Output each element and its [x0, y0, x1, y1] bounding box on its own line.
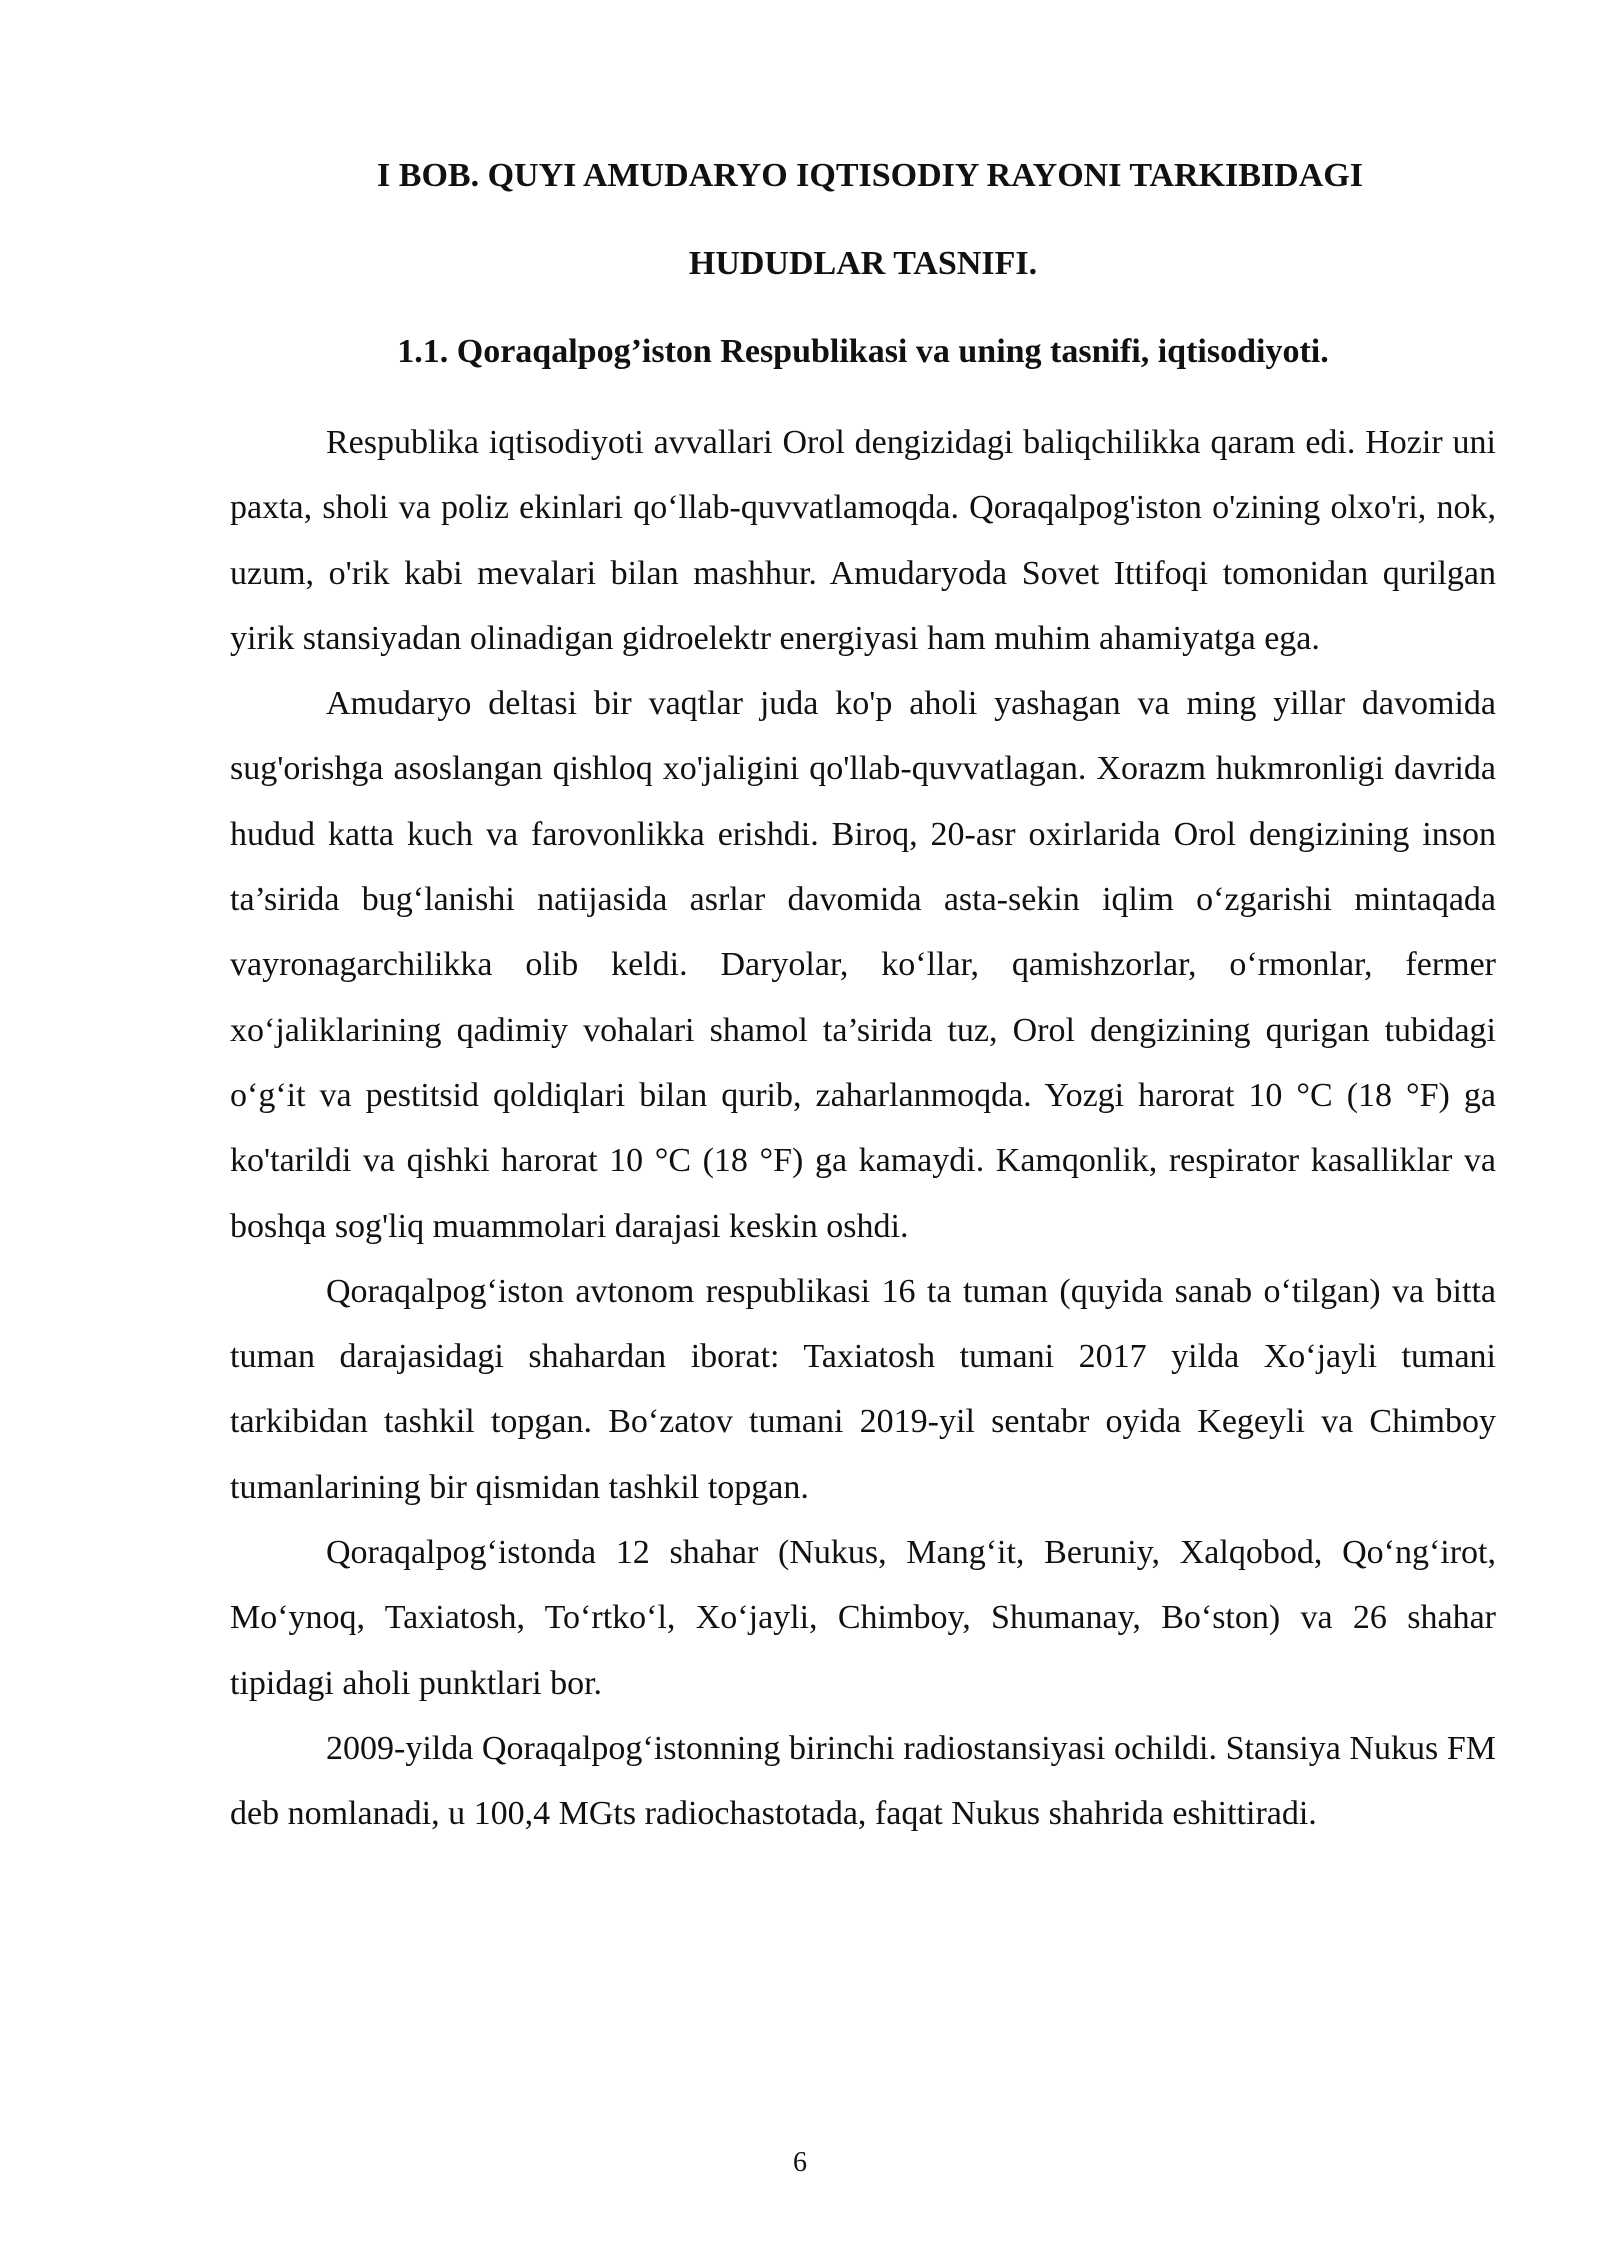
body-text: [230, 410, 1496, 1847]
chapter-title-line-2: HUDUDLAR TASNIFI.: [688, 245, 1038, 282]
paragraph-delta-history: Amudaryo deltasi bir vaqtlar juda ko'p aholi yashagan va ming yillar davomida sug'orishga asoslangan qishloq xo'jaligini qo'llab-quvvatlagan. Xorazm hukmronligi davrida hudud katta kuch va farovonlikka erishdi. Biroq, 20-asr oxirlarida Orol dengizining inson ta’sirida bug‘lanishi natijasida asrlar davomida asta-sekin iqlim o‘zgarishi mintaqada vayronagarchilikka olib keldi. Daryolar, ko‘llar, qamishzorlar, o‘rmonlar, fermer xo‘jaliklarining qadimiy vohalari shamol ta’sirida tuz, Orol dengizining qurigan tubidagi o‘g‘it va pestitsid qoldiqlari bilan qurib, zaharlanmoqda. Yozgi harorat 10 °C (18 °F) ga ko'tarildi va qishki harorat 10 °C (18 °F) ga kamaydi. Kamqonlik, respirator kasalliklar va boshqa sog'liq muammolari darajasi keskin oshdi.: [230, 685, 1496, 1245]
page-number: 6: [793, 2147, 807, 2178]
paragraph-districts: Qoraqalpog‘iston avtonom respublikasi 16 ta tuman (quyida sanab o‘tilgan) va bitta tuman darajasidagi shahardan iborat: Taxiatosh tumani 2017 yilda Xo‘jayli tumani tarkibidan tashkil topgan. Bo‘zatov tumani 2019-yil sentabr oyida Kegeyli va Chimboy tumanlarining bir qismidan tashkil topgan.: [230, 1272, 1496, 1506]
chapter-title-line-1: I BOB. QUYI AMUDARYO IQTISODIY RAYONI TARKIBIDAGI: [377, 157, 1363, 194]
section-title: 1.1. Qoraqalpog’iston Respublikasi va uning tasnifi, iqtisodiyoti.: [397, 333, 1329, 370]
paragraph-economy: Respublika iqtisodiyoti avvallari Orol dengizidagi baliqchilikka qaram edi. Hozir uni paxta, sholi va poliz ekinlari qo‘llab-quvvatlamoqda. Qoraqalpog'iston o'zining olxo'ri, nok, uzum, o'rik kabi mevalari bilan mashhur. Amudaryoda Sovet Ittifoqi tomonidan qurilgan yirik stansiyadan olinadigan gidroelektr energiyasi ham muhim ahamiyatga ega.: [230, 424, 1496, 657]
paragraph-radio: 2009-yilda Qoraqalpog‘istonning birinchi radiostansiyasi ochildi. Stansiya Nukus FM deb nomlanadi, u 100,4 MGts radiochastotada, faqat Nukus shahrida eshittiradi.: [230, 1729, 1496, 1833]
paragraph-cities: Qoraqalpog‘istonda 12 shahar (Nukus, Mang‘it, Beruniy, Xalqobod, Qo‘ng‘irot, Mo‘ynoq, Taxiatosh, To‘rtko‘l, Xo‘jayli, Chimboy, Shumanay, Bo‘ston) va 26 shahar tipidagi aholi punktlari bor.: [230, 1534, 1496, 1702]
